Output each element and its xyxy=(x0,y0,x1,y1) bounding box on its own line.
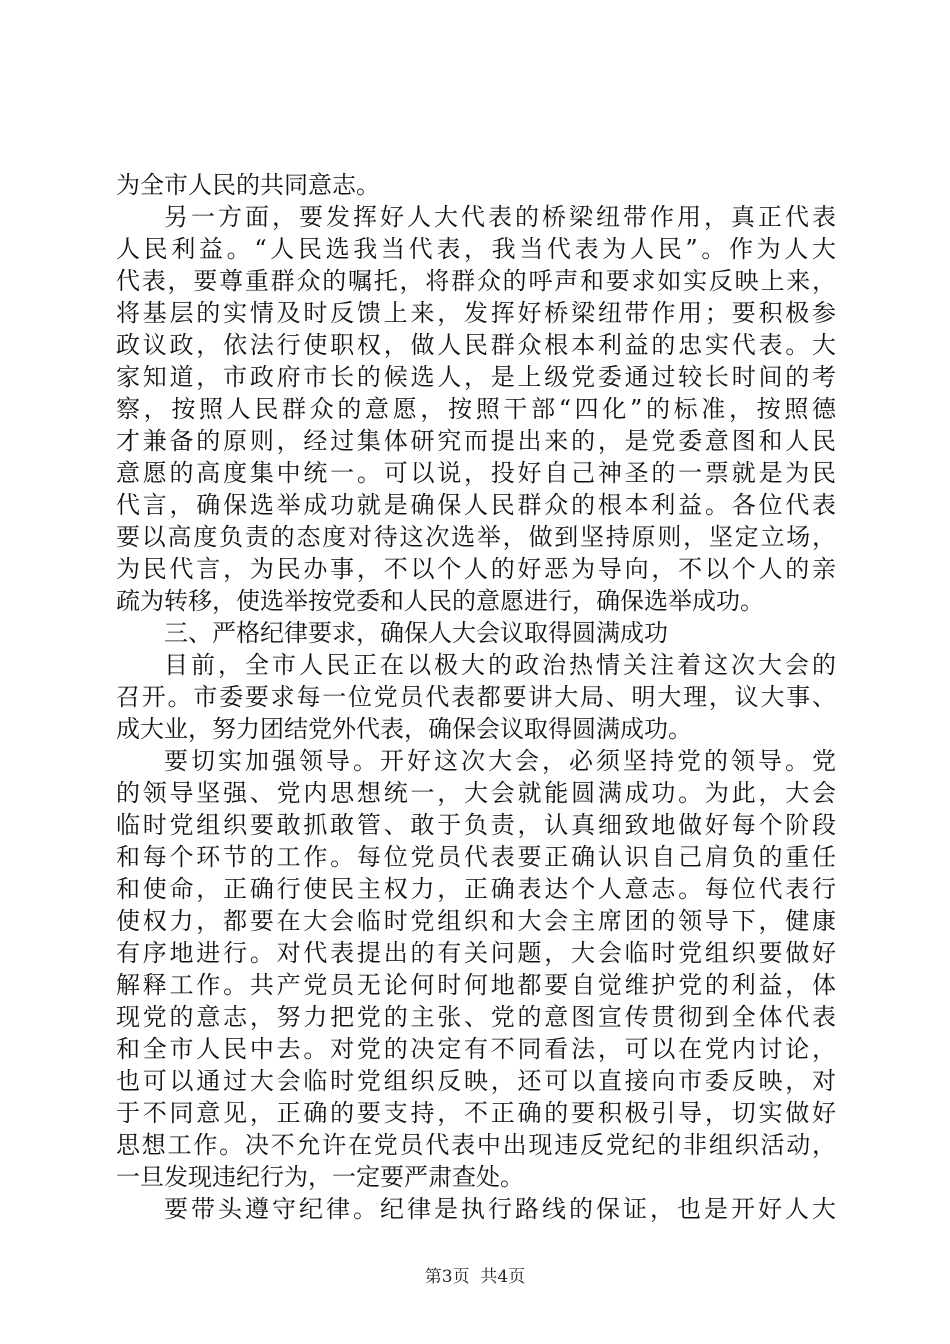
text-line: 家知道，市政府市长的候选人，是上级党委通过较长时间的考 xyxy=(116,363,836,391)
text-line: 另一方面，要发挥好人大代表的桥梁纽带作用，真正代表 xyxy=(164,203,836,231)
text-line: 召开。市委要求每一位党员代表都要讲大局、明大理，议大事、 xyxy=(116,683,836,711)
text-line: 为民代言，为民办事，不以个人的好恶为导向，不以个人的亲 xyxy=(116,555,836,583)
text-line: 人民利益。“人民选我当代表，我当代表为人民”。作为人大 xyxy=(116,235,836,263)
text-line: 思想工作。决不允许在党员代表中出现违反党纪的非组织活动， xyxy=(116,1131,836,1159)
text-line: 解释工作。共产党员无论何时何地都要自觉维护党的利益，体 xyxy=(116,971,836,999)
text-line: 代表，要尊重群众的嘱托，将群众的呼声和要求如实反映上来， xyxy=(116,267,836,295)
page-footer: 第3页 共4页 xyxy=(424,1267,526,1287)
text-line: 现党的意志，努力把党的主张、党的意图宣传贯彻到全体代表 xyxy=(116,1003,836,1031)
text-line: 和使命，正确行使民主权力，正确表达个人意志。每位代表行 xyxy=(116,875,836,903)
text-line: 也可以通过大会临时党组织反映，还可以直接向市委反映，对 xyxy=(116,1067,836,1095)
text-line: 一旦发现违纪行为，一定要严肃查处。 xyxy=(116,1163,524,1191)
text-line: 代言，确保选举成功就是确保人民群众的根本利益。各位代表 xyxy=(116,491,836,519)
text-line: 和每个环节的工作。每位党员代表要正确认识自己肩负的重任 xyxy=(116,843,836,871)
text-line: 和全市人民中去。对党的决定有不同看法，可以在党内讨论， xyxy=(116,1035,836,1063)
text-line: 于不同意见，正确的要支持，不正确的要积极引导，切实做好 xyxy=(116,1099,836,1127)
text-line: 成大业，努力团结党外代表，确保会议取得圆满成功。 xyxy=(116,715,692,743)
text-line: 察，按照人民群众的意愿，按照干部“四化”的标准，按照德 xyxy=(116,395,836,423)
text-line: 政议政，依法行使职权，做人民群众根本利益的忠实代表。大 xyxy=(116,331,836,359)
text-line: 三、严格纪律要求，确保人大会议取得圆满成功 xyxy=(164,619,668,647)
text-line: 疏为转移，使选举按党委和人民的意愿进行，确保选举成功。 xyxy=(116,587,764,615)
text-line: 的领导坚强、党内思想统一，大会就能圆满成功。为此，大会 xyxy=(116,779,836,807)
text-line: 意愿的高度集中统一。可以说，投好自己神圣的一票就是为民 xyxy=(116,459,836,487)
text-line: 要切实加强领导。开好这次大会，必须坚持党的领导。党 xyxy=(164,747,836,775)
text-line: 将基层的实情及时反馈上来，发挥好桥梁纽带作用；要积极参 xyxy=(116,299,836,327)
text-line: 目前，全市人民正在以极大的政治热情关注着这次大会的 xyxy=(164,651,836,679)
text-line: 临时党组织要敢抓敢管、敢于负责，认真细致地做好每个阶段 xyxy=(116,811,836,839)
text-line: 有序地进行。对代表提出的有关问题，大会临时党组织要做好 xyxy=(116,939,836,967)
text-line: 要以高度负责的态度对待这次选举，做到坚持原则，坚定立场， xyxy=(116,523,836,551)
document-body xyxy=(116,169,836,1225)
text-line: 使权力，都要在大会临时党组织和大会主席团的领导下，健康 xyxy=(116,907,836,935)
text-line: 才兼备的原则，经过集体研究而提出来的，是党委意图和人民 xyxy=(116,427,836,455)
text-line: 要带头遵守纪律。纪律是执行路线的保证，也是开好人大 xyxy=(164,1195,836,1223)
text-line: 为全市人民的共同意志。 xyxy=(116,171,380,199)
